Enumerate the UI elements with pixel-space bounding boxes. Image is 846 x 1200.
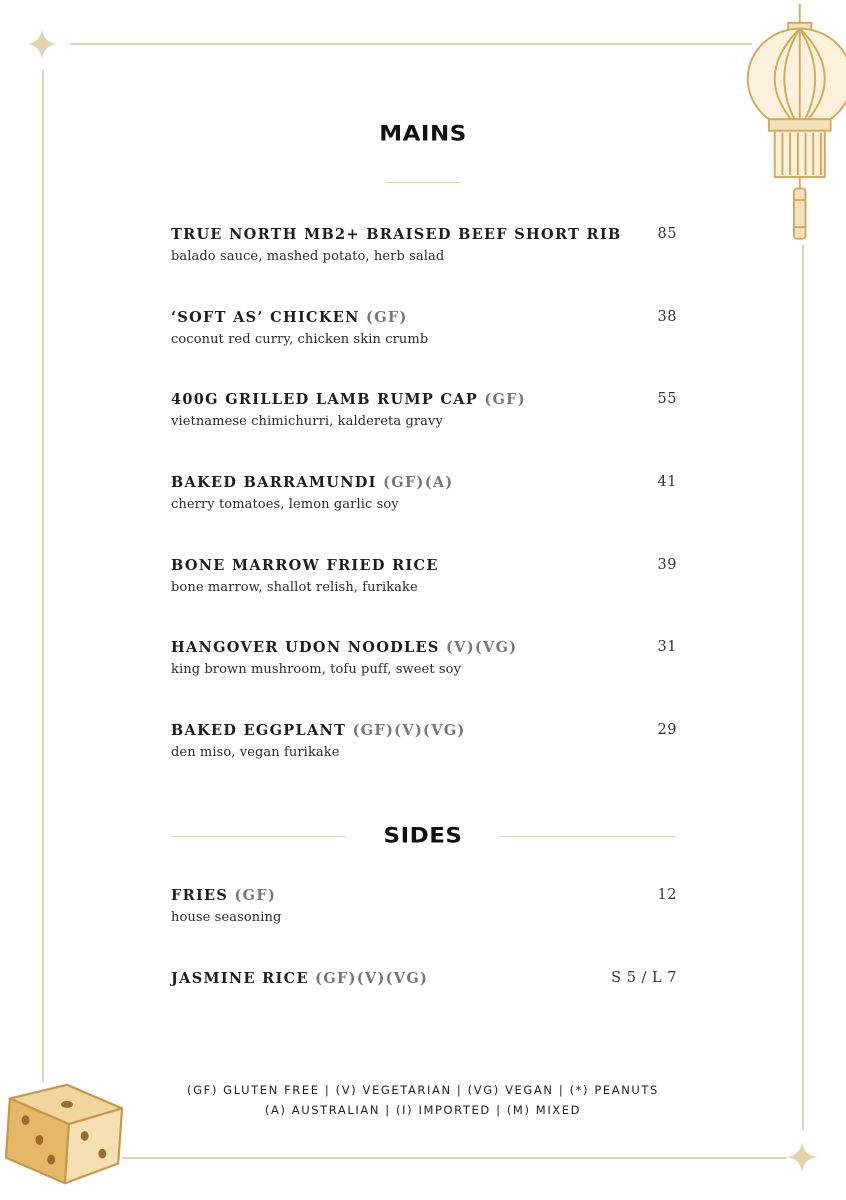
- item-description: balado sauce, mashed potato, herb salad: [171, 249, 445, 264]
- item-name: BONE MARROW FRIED RICE: [171, 557, 439, 574]
- item-price: 39: [657, 557, 677, 573]
- mains-title-rule: [386, 182, 460, 183]
- item-price: 55: [657, 391, 677, 407]
- item-name: HANGOVER UDON NOODLES: [171, 639, 440, 656]
- menu-item: [171, 970, 677, 987]
- item-price: S 5 / L 7: [611, 970, 677, 986]
- item-name: JASMINE RICE: [171, 970, 309, 987]
- item-tags: (GF)(V)(VG): [315, 970, 429, 987]
- item-price: 41: [657, 474, 677, 490]
- item-description: vietnamese chimichurri, kaldereta gravy: [171, 414, 443, 429]
- menu-item: [171, 226, 677, 264]
- sparkle-icon: [25, 27, 59, 61]
- menu-item: [171, 557, 677, 595]
- border-top: [70, 43, 752, 45]
- item-tags: (GF): [484, 391, 526, 408]
- menu-item: [171, 391, 677, 429]
- menu-item: [171, 474, 677, 512]
- item-name: 400G GRILLED LAMB RUMP CAP: [171, 391, 478, 408]
- item-name: FRIES: [171, 887, 229, 904]
- item-tags: (GF): [234, 887, 277, 904]
- dietary-legend-line-2: (A) AUSTRALIAN | (I) IMPORTED | (M) MIXED: [264, 1103, 582, 1117]
- menu-item: [171, 639, 677, 677]
- item-price: 31: [657, 639, 677, 655]
- item-price: 85: [657, 226, 677, 242]
- mains-title: MAINS: [379, 122, 467, 146]
- item-price: 12: [657, 887, 677, 903]
- item-tags: (V)(VG): [445, 639, 518, 656]
- item-description: cherry tomatoes, lemon garlic soy: [171, 497, 399, 512]
- item-description: coconut red curry, chicken skin crumb: [171, 332, 429, 347]
- dietary-legend-line-1: (GF) GLUTEN FREE | (V) VEGETARIAN | (VG) VEGAN | (*) PEANUTS: [187, 1083, 659, 1097]
- item-price: 38: [657, 309, 677, 325]
- item-description: king brown mushroom, tofu puff, sweet soy: [171, 662, 462, 677]
- border-left: [42, 70, 44, 1082]
- border-bottom: [122, 1157, 787, 1159]
- item-description: house seasoning: [171, 910, 282, 925]
- menu-item: [171, 309, 677, 347]
- item-tags: (GF)(A): [383, 474, 454, 491]
- item-description: bone marrow, shallot relish, furikake: [171, 580, 418, 595]
- item-name: TRUE NORTH MB2+ BRAISED BEEF SHORT RIB: [171, 226, 622, 243]
- item-tags: (GF)(V)(VG): [352, 722, 466, 739]
- menu-item: [171, 887, 677, 925]
- item-price: 29: [657, 722, 677, 738]
- sparkle-icon: [785, 1140, 819, 1174]
- menu-item: [171, 722, 677, 760]
- item-name: ‘SOFT AS’ CHICKEN: [171, 309, 360, 326]
- sides-title: SIDES: [383, 824, 463, 848]
- item-name: BAKED BARRAMUNDI: [171, 474, 377, 491]
- border-right: [802, 245, 804, 1130]
- item-description: den miso, vegan furikake: [171, 745, 340, 760]
- item-tags: (GF): [366, 309, 408, 326]
- item-name: BAKED EGGPLANT: [171, 722, 347, 739]
